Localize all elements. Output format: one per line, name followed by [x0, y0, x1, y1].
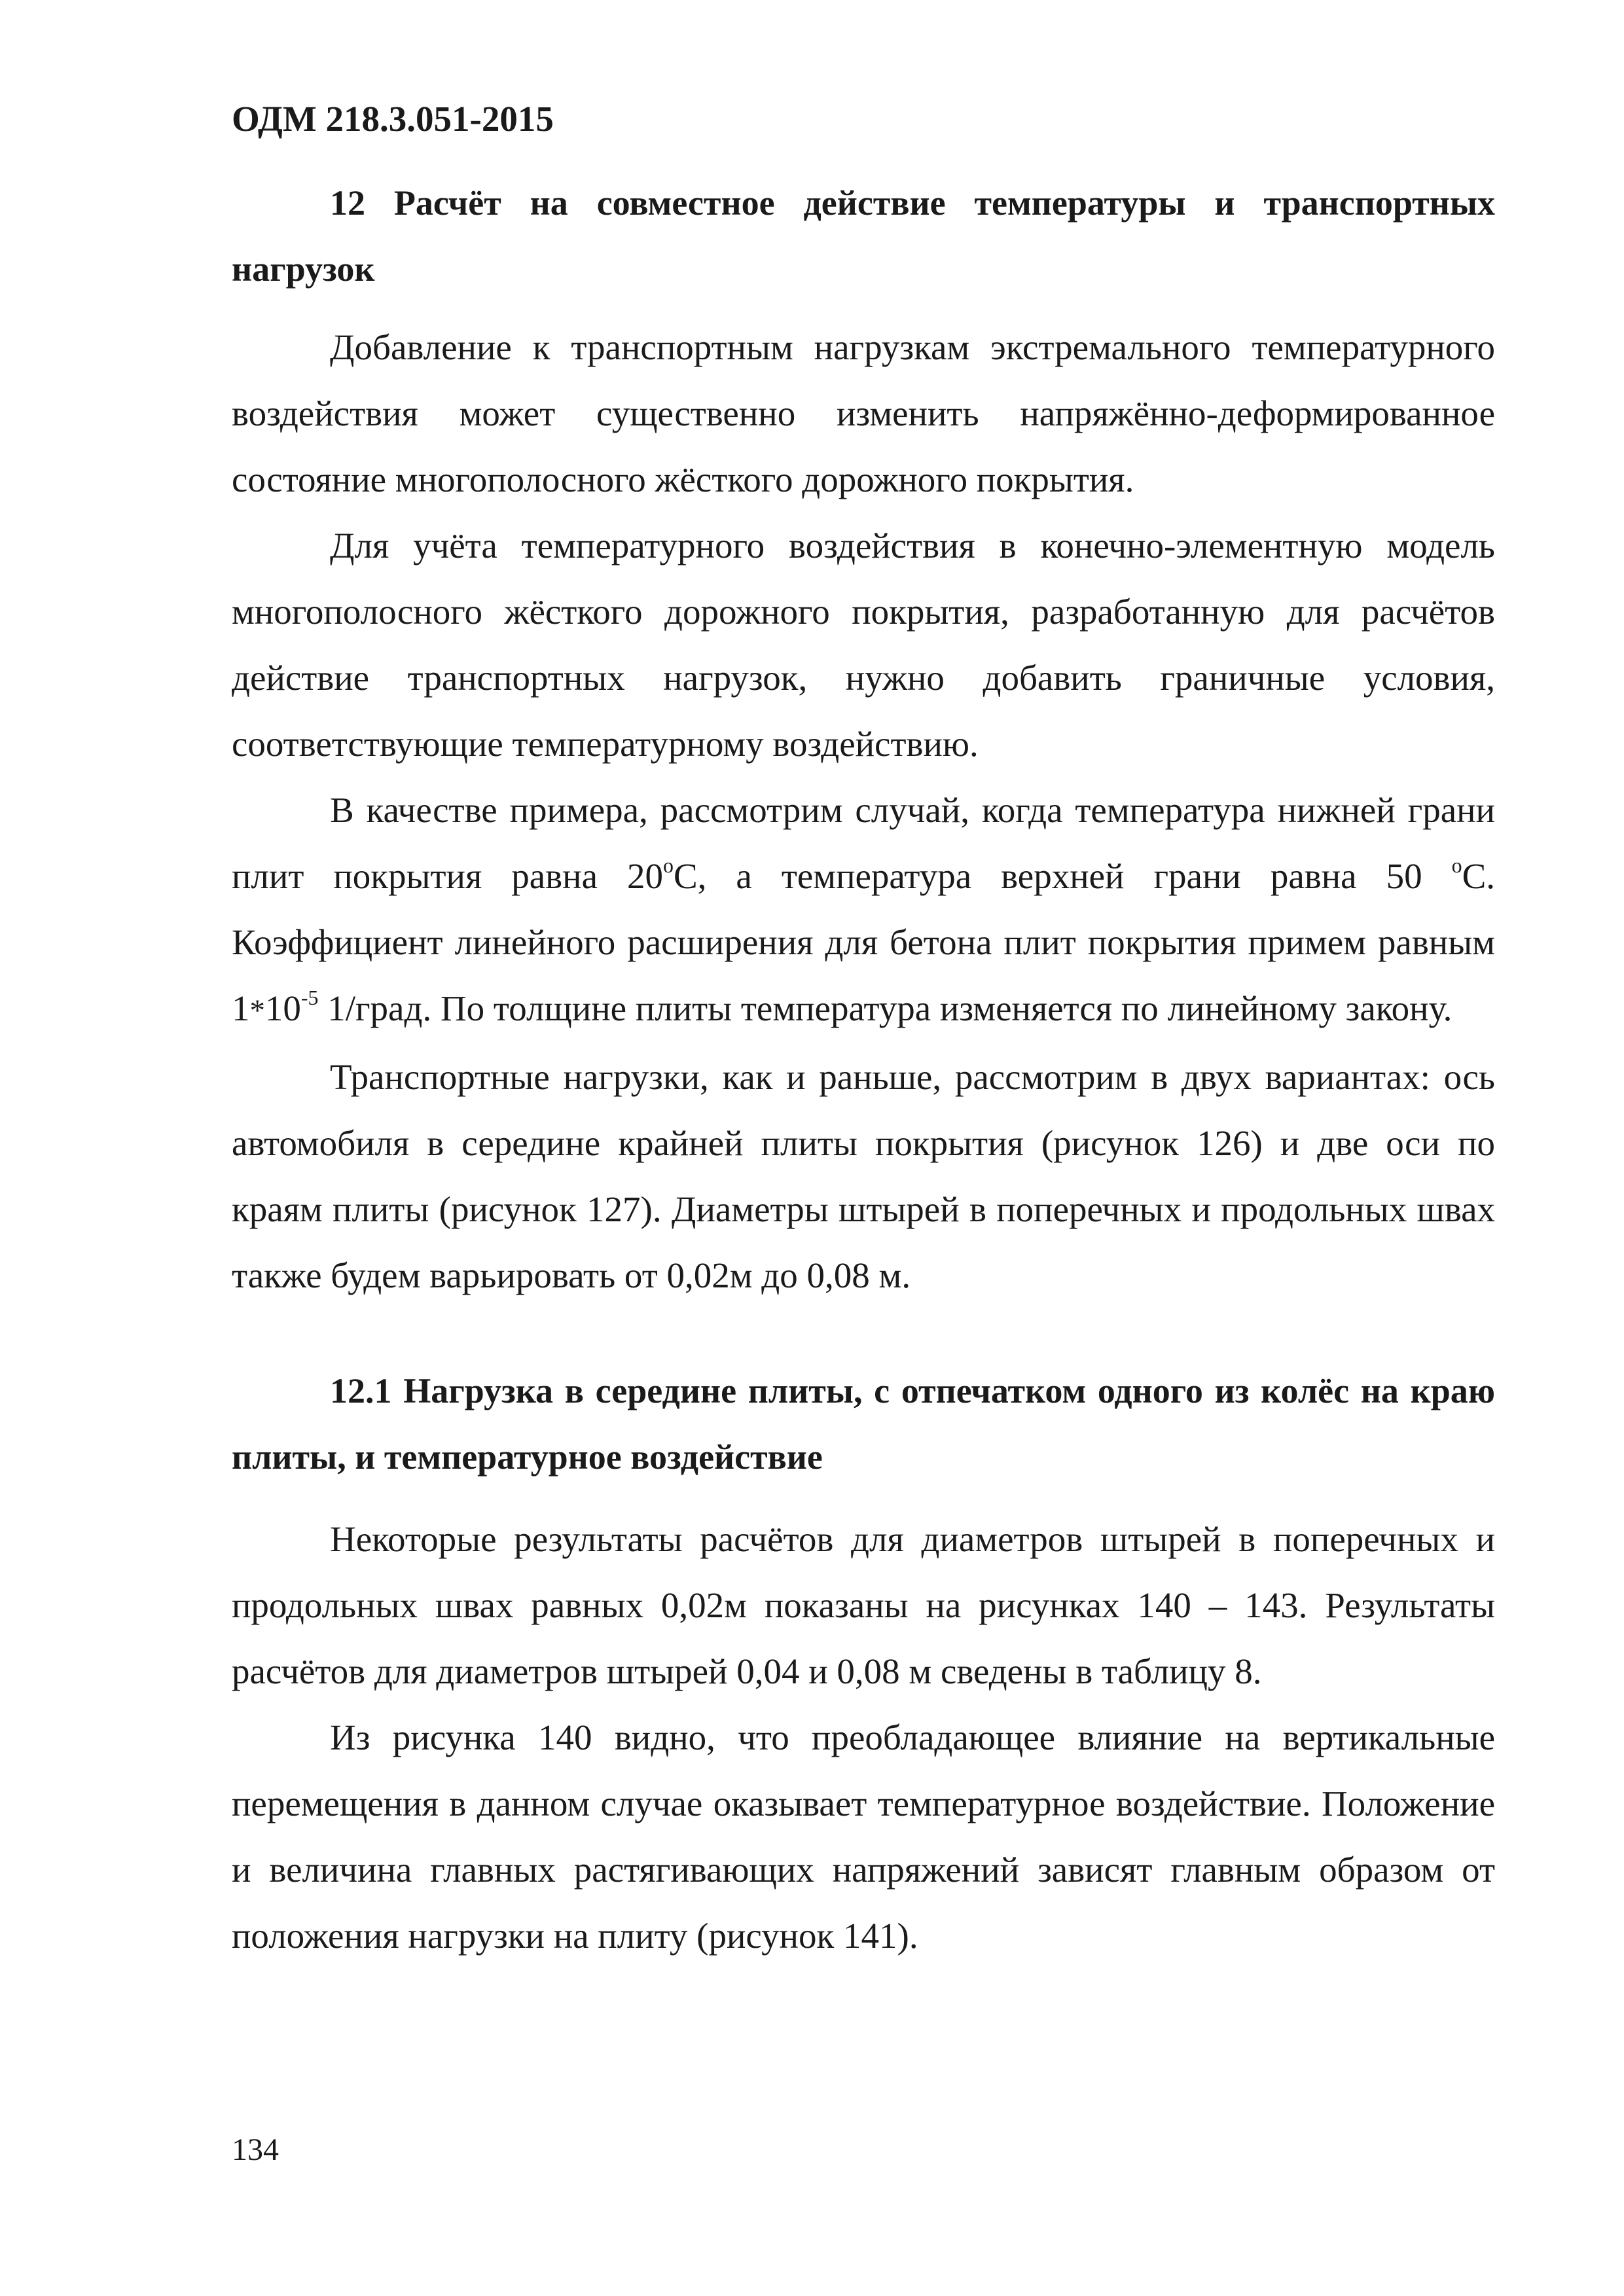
- section-12-paragraph-1: Добавление к транспортным нагрузкам экстремального температурного воздействия может существенно изменить напряжённо-деформированное состояние многополосного жёсткого дорожного покрытия.: [232, 327, 1495, 499]
- multiplication-sign: *: [249, 994, 265, 1028]
- section-12-1-heading: 12.1 Нагрузка в середине плиты, с отпечатком одного из колёс на краю плиты, и температурное воздействие: [232, 1371, 1495, 1477]
- paragraph-text: 1/град. По толщине плиты температура изменяется по линейному закону.: [318, 988, 1453, 1028]
- degree-superscript: o: [1451, 853, 1462, 877]
- paragraph-text: С, а температура верхней грани равна 50: [673, 856, 1452, 896]
- section-12-paragraph-3: [232, 777, 1495, 1044]
- paragraph-text: В качестве примера, рассмотрим случай, когда температура нижней грани плит покрытия равна 20: [232, 790, 1495, 896]
- degree-superscript: o: [663, 853, 674, 877]
- document-body: [232, 170, 1495, 1969]
- page-number: 134: [232, 2132, 279, 2167]
- section-12-paragraph-4: Транспортные нагрузки, как и раньше, рассмотрим в двух вариантах: ось автомобиля в середине крайней плиты покрытия (рисунок 126) и две оси по краям плиты (рисунок 127). Диаметры штырей в поперечных и продольных швах также будем варьировать от 0,02м до 0,08 м.: [232, 1057, 1495, 1295]
- paragraph-text: 10: [264, 988, 301, 1028]
- section-12-1-paragraph-2: Из рисунка 140 видно, что преобладающее влияние на вертикальные перемещения в данном случае оказывает температурное воздействие. Положение и величина главных растягивающих напряжений зависят главным образом от положения нагрузки на плиту (рисунок 141).: [232, 1717, 1495, 1956]
- section-12-heading: 12 Расчёт на совместное действие температуры и транспортных нагрузок: [232, 183, 1495, 289]
- section-12-paragraph-2: Для учёта температурного воздействия в конечно-элементную модель многополосного жёсткого дорожного покрытия, разработанную для расчётов действие транспортных нагрузок, нужно добавить граничные условия, соответствующие температурному воздействию.: [232, 526, 1495, 764]
- exponent-superscript: -5: [300, 986, 319, 1009]
- paragraph-text: С. Коэффициент линейного расширения для бетона плит покрытия примем равным 1: [232, 856, 1495, 1028]
- document-code: ОДМ 218.3.051-2015: [232, 99, 554, 139]
- section-12-1-paragraph-1: Некоторые результаты расчётов для диаметров штырей в поперечных и продольных швах равных 0,02м показаны на рисунках 140 – 143. Результаты расчётов для диаметров штырей 0,04 и 0,08 м сведены в таблицу 8.: [232, 1519, 1495, 1691]
